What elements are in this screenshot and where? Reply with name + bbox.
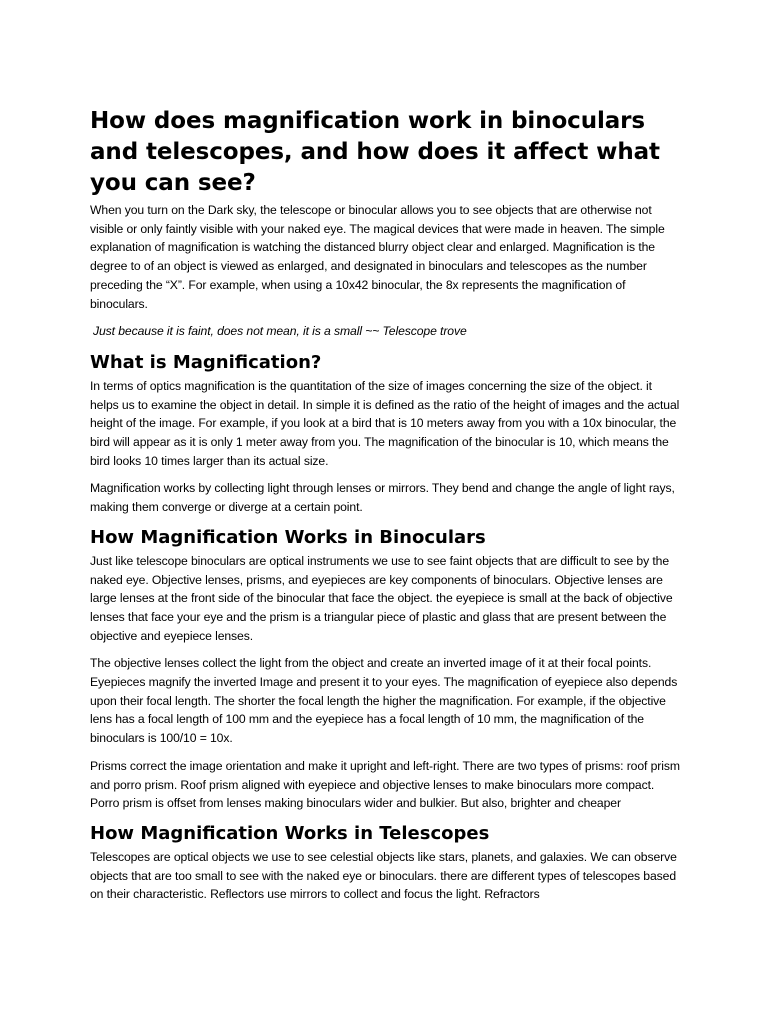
body-paragraph: The objective lenses collect the light from the object and create an inverted image of it at their focal points. Eyepieces magnify the inverted Image and present it to your eyes. The magnification of eyepiece also depends upon their focal length. The shorter the focal length the higher the magnification. For example, if the objective lens has a focal length of 100 mm and the eyepiece has a focal length of 10 mm, the magnification of the binoculars is 100/10 = 10x.	[90, 656, 678, 746]
body-paragraph: Magnification works by collecting light through lenses or mirrors. They bend and change the angle of light rays, making them converge or diverge at a certain point.	[90, 481, 675, 515]
quote-text: Just because it is faint, does not mean, it is a small ~~ Telescope trove	[93, 324, 467, 339]
section-heading-telescopes: How Magnification Works in Telescopes	[90, 822, 490, 844]
body-paragraph: Telescopes are optical objects we use to see celestial objects like stars, planets, and galaxies. We can observe objects that are too small to see with the naked eye or binoculars. there are different types of telescopes based on their characteristic. Reflectors use mirrors to collect and focus the light. Refractors	[90, 849, 677, 902]
section-heading-what-is-magnification: What is Magnification?	[90, 351, 322, 373]
body-paragraph: In terms of optics magnification is the quantitation of the size of images concerning the size of the object. it helps us to examine the object in detail. In simple it is defined as the ratio of the height of images and the actual height of the image. For example, if you look at a bird that is 10 meters away from you with a 10x binocular, the bird will appear as it is only 1 meter away from you. The magnification of the binocular is 10, which means the bird looks 10 times larger than its actual size.	[90, 378, 680, 468]
body-paragraph: Prisms correct the image orientation and make it upright and left-right. There are two types of prisms: roof prism and porro prism. Roof prism aligned with eyepiece and objective lenses to make binoculars more compact. Porro prism is offset from lenses making binoculars wider and bulkier. But also, brighter and cheaper	[90, 758, 680, 811]
page-title: How does magnification work in binoculars and telescopes, and how does it affect what you can see?	[90, 108, 660, 196]
body-paragraph: Just like telescope binoculars are optical instruments we use to see faint objects that are difficult to see by the naked eye. Objective lenses, prisms, and eyepieces are key components of binoculars. Objective lenses are large lenses at the front side of the binocular that face the object. the eyepiece is small at the back of objective lenses that face your eye and the prism is a triangular piece of plastic and glass that are present between the objective and eyepiece lenses.	[90, 553, 673, 643]
section-heading-binoculars: How Magnification Works in Binoculars	[90, 526, 486, 548]
intro-paragraph: When you turn on the Dark sky, the telescope or binocular allows you to see objects that are otherwise not visible or only faintly visible with your naked eye. The magical devices that were made in heaven. The simple explanation of magnification is watching the distanced blurry object clear and enlarged. Magnification is the degree to of an object is viewed as enlarged, and designated in binoculars and telescopes as the number preceding the “X”. For example, when using a 10x42 binocular, the 8x represents the magnification of binoculars.	[90, 203, 665, 311]
document-page	[90, 106, 680, 913]
